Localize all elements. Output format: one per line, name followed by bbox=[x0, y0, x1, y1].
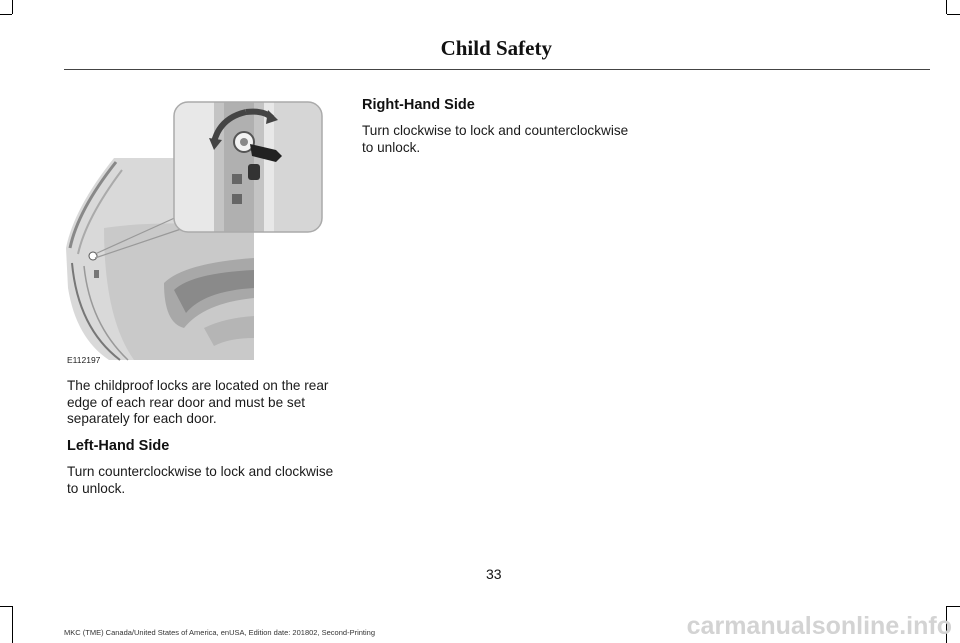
intro-paragraph: The childproof locks are located on the rear edge of each rear door and must be set separately for each door. bbox=[67, 378, 329, 426]
header-rule bbox=[64, 69, 930, 70]
crop-mark-top-left-v bbox=[12, 0, 13, 14]
right-hand-side-text: Turn clockwise to lock and counterclockwise to unlock. bbox=[362, 123, 629, 155]
left-hand-side-text: Turn counterclockwise to lock and clockwise to unlock. bbox=[67, 464, 334, 496]
left-hand-side-heading: Left-Hand Side bbox=[67, 438, 170, 454]
crop-mark-bottom-left-v bbox=[12, 606, 13, 643]
crop-mark-top-left-h bbox=[0, 14, 12, 15]
crop-mark-bottom-left-h bbox=[0, 606, 12, 607]
right-hand-side-heading: Right-Hand Side bbox=[362, 97, 475, 113]
crop-mark-top-right-h bbox=[947, 14, 960, 15]
figure-id: E112197 bbox=[67, 355, 101, 365]
childproof-lock-illustration bbox=[64, 98, 350, 368]
crop-mark-top-right-v bbox=[946, 0, 947, 14]
crop-mark-bottom-right-h bbox=[947, 606, 960, 607]
watermark: carmanualsonline.info bbox=[686, 612, 952, 640]
page-number: 33 bbox=[486, 566, 502, 582]
page-title: Child Safety bbox=[440, 36, 552, 60]
edition-footer: MKC (TME) Canada/United States of America, enUSA, Edition date: 201802, Second-Printing bbox=[64, 628, 375, 637]
